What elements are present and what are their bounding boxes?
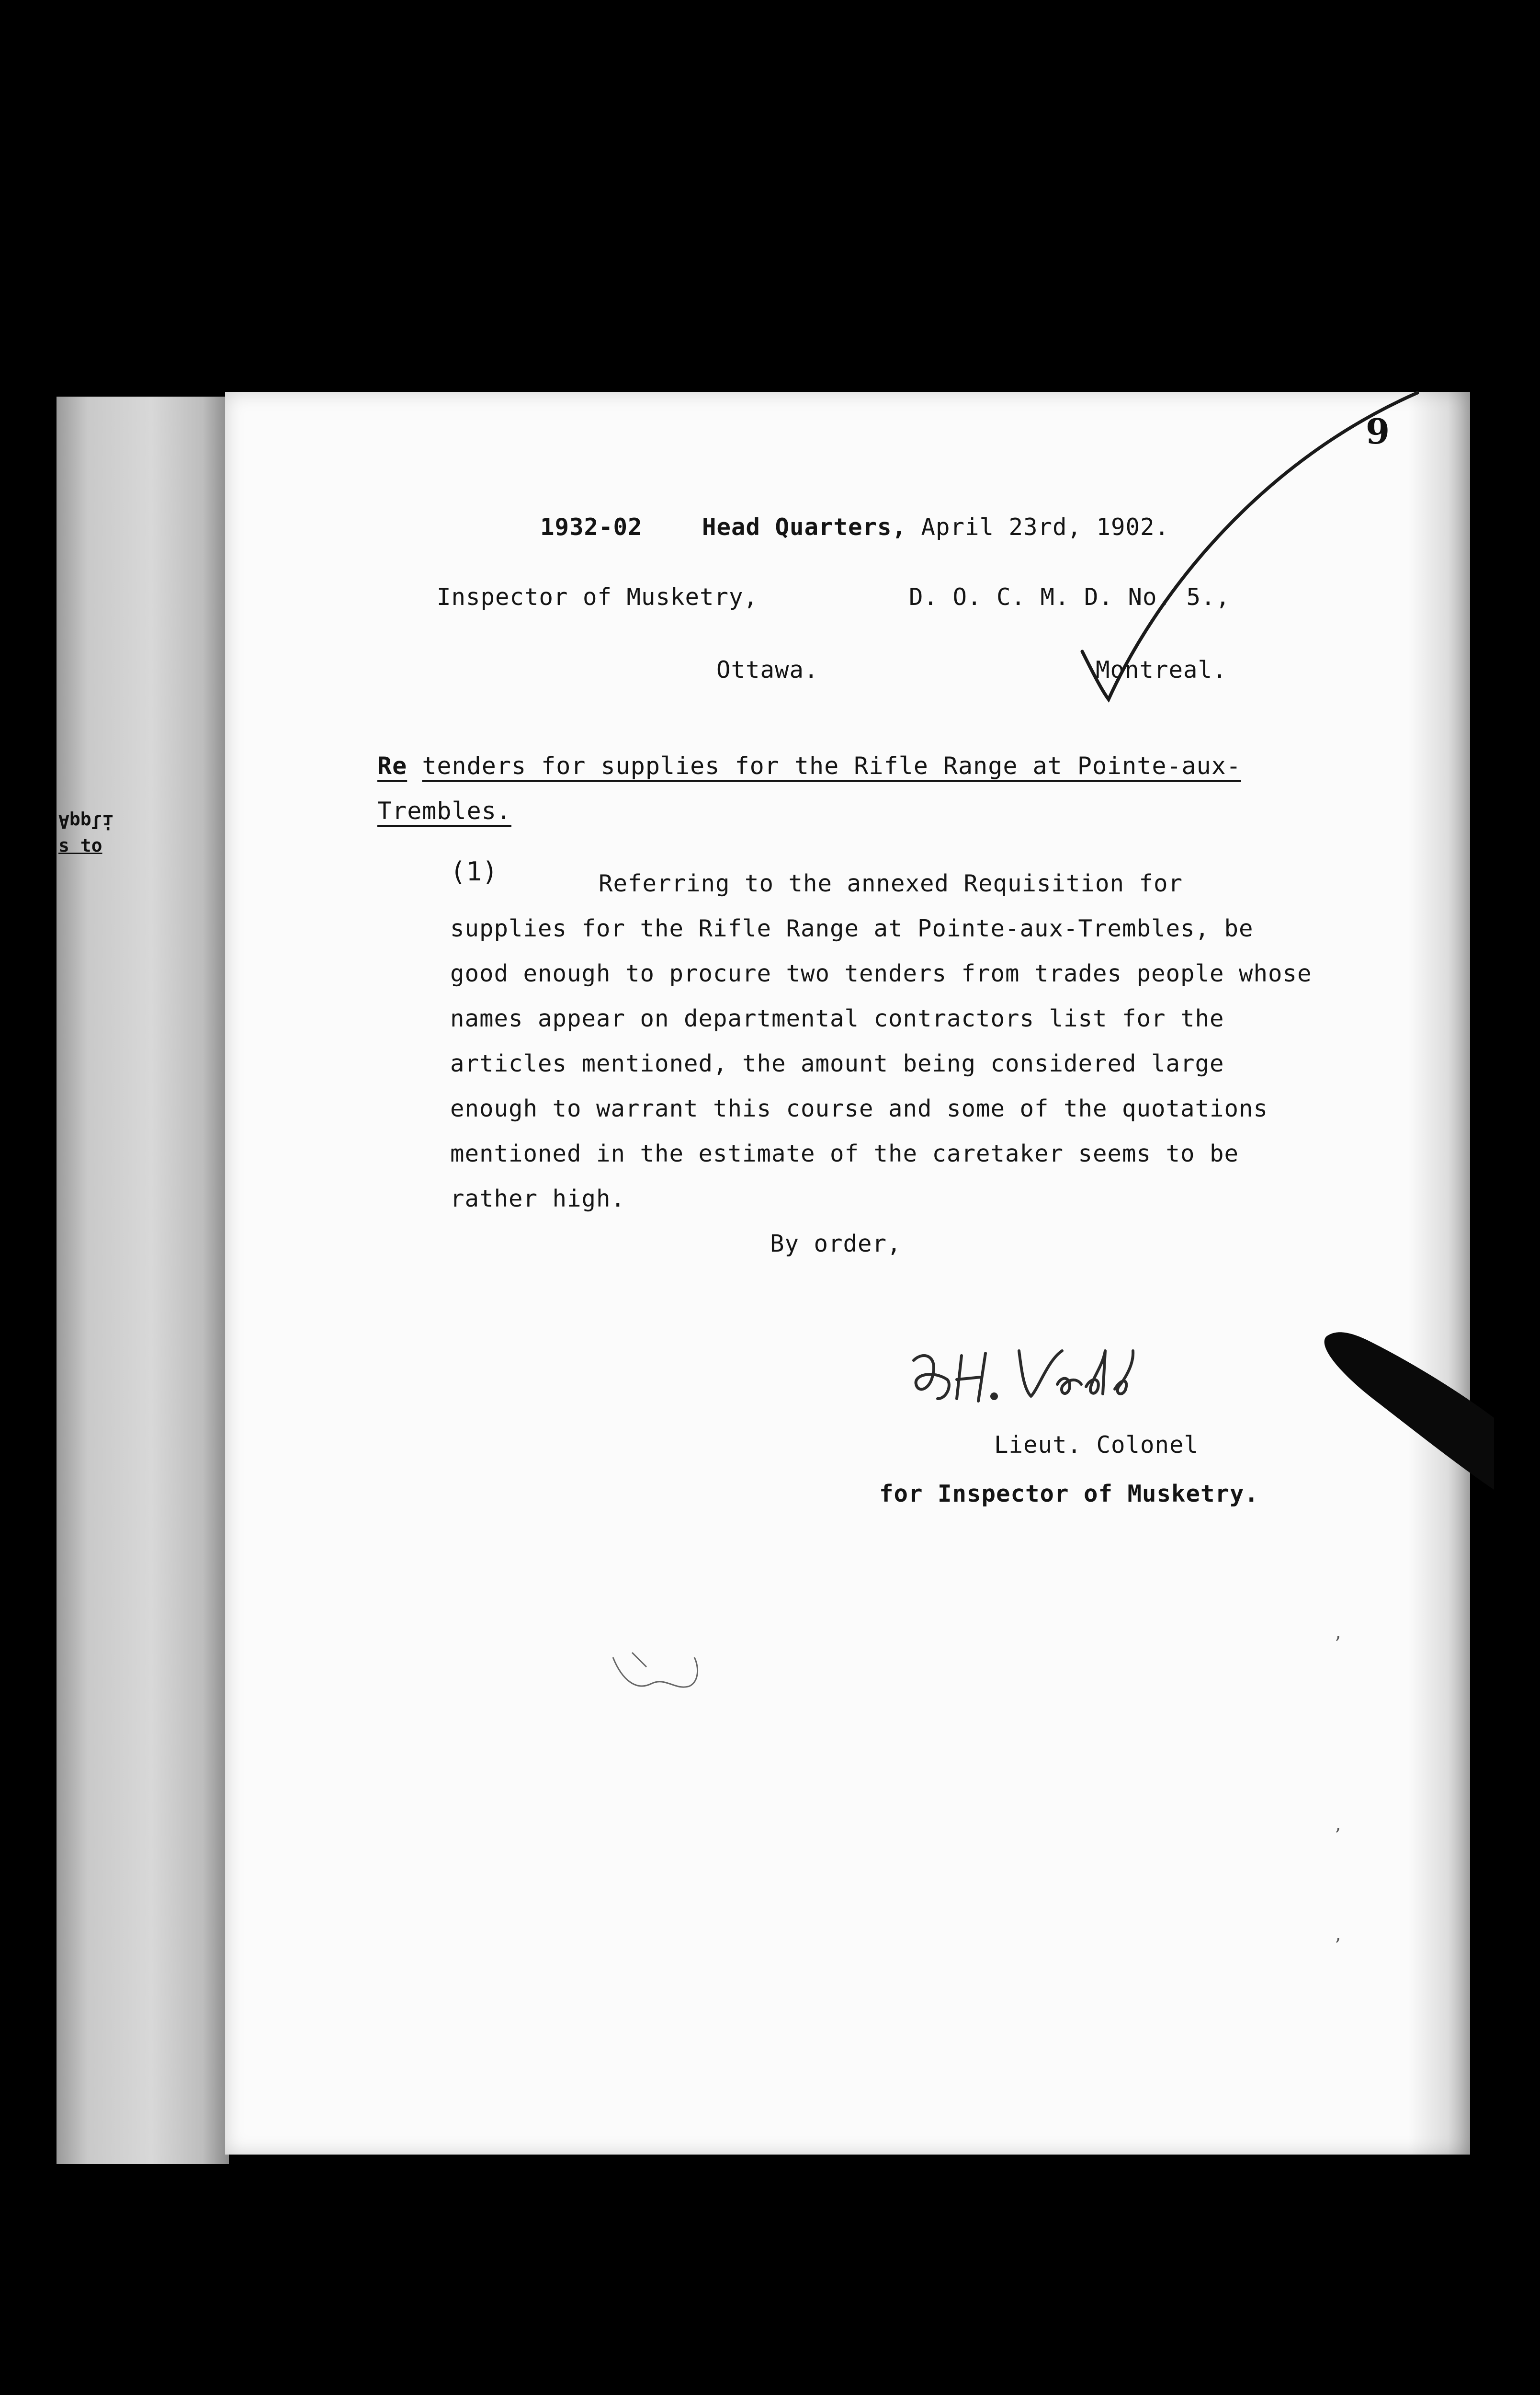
left-margin-fragment: Appli	[58, 811, 113, 832]
file-number: 1932-02	[540, 513, 643, 541]
signatory-office: for Inspector of Musketry.	[879, 1480, 1259, 1507]
pencil-shadow	[1312, 1322, 1494, 1523]
left-margin-fragments	[58, 810, 140, 857]
from-city: Montreal.	[1096, 656, 1227, 684]
margin-speck: ʼ	[1334, 1825, 1340, 1847]
margin-speck: ʼ	[1334, 1633, 1340, 1655]
signatory-rank: Lieut. Colonel	[994, 1431, 1199, 1459]
paragraph-number: (1)	[450, 856, 498, 887]
underlying-page-strip	[57, 397, 229, 2164]
body-paragraph: Referring to the annexed Requisition for supplies for the Rifle Range at Pointe-aux-Trembles, be good enough to procure two tenders from trades people whose names appear on departmental contractors list for the articles mentioned, the amount being considered large enough to warrant this course and some of the quotations mentioned in the estimate of the caretaker seems to be rather high.	[450, 870, 1312, 1212]
headquarters-label: Head Quarters,	[702, 513, 907, 541]
letter-date: April 23rd, 1902.	[921, 513, 1170, 541]
page-number: 9	[1366, 411, 1390, 452]
addressee-city: Ottawa.	[716, 656, 819, 684]
margin-speck: ʼ	[1334, 1935, 1340, 1957]
from-office: D. O. C. M. D. No. 5.,	[909, 583, 1231, 611]
stray-pen-mark	[603, 1638, 709, 1705]
subject-line	[377, 743, 1278, 833]
subject-text: tenders for supplies for the Rifle Range at Pointe-aux-Trembles.	[377, 752, 1241, 825]
handwritten-signature	[904, 1332, 1153, 1427]
addressee: Inspector of Musketry,	[437, 583, 759, 611]
closing: By order,	[770, 1230, 902, 1257]
subject-prefix: Re	[377, 752, 408, 780]
left-margin-fragment: s to	[58, 835, 102, 856]
check-mark	[1063, 383, 1427, 718]
